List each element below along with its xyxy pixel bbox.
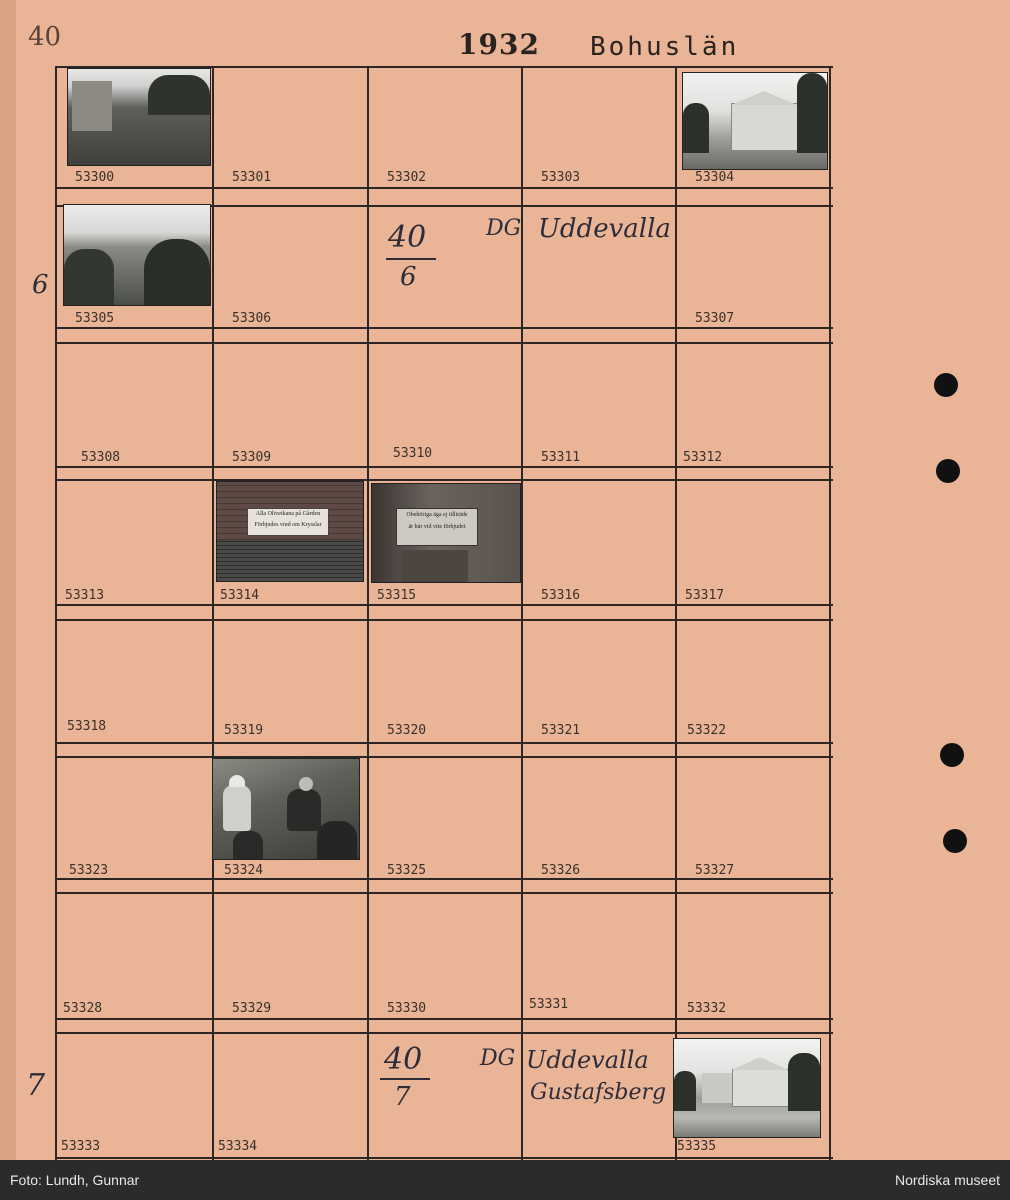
sign-text-line: Obehöriga äga ej tillträde (406, 512, 468, 518)
frame-number: 53326 (541, 863, 581, 878)
year-heading: 1932 (458, 28, 540, 61)
handwritten-row-number: 6 (32, 270, 49, 300)
sign-text-line: är här vid vite förbjudet (408, 524, 466, 530)
frame-number: 53313 (65, 588, 105, 603)
cell-53311 (523, 345, 675, 467)
frame-number: 53335 (677, 1139, 717, 1154)
binder-hole (936, 459, 960, 483)
cell-53309 (214, 345, 367, 467)
fraction-bar (380, 1078, 430, 1080)
institution-name[interactable]: Nordiska museet (894, 1172, 1000, 1188)
photo-thumbnail[interactable] (682, 72, 828, 170)
photo-thumbnail[interactable] (216, 481, 364, 582)
cell-53303 (523, 66, 675, 187)
frame-number: 53320 (387, 723, 427, 738)
cell-53323 (57, 758, 212, 880)
cell-53324 (214, 758, 367, 880)
frame-number: 53305 (75, 311, 115, 326)
cell-53325 (369, 758, 521, 880)
frame-number: 53304 (695, 170, 735, 185)
fraction-bar (386, 258, 436, 260)
grid-line (55, 742, 833, 744)
photo-thumbnail[interactable] (67, 68, 211, 166)
frame-number: 53327 (695, 863, 735, 878)
frame-number: 53317 (685, 588, 725, 603)
handwritten-row-number: 7 (26, 1068, 46, 1103)
binder-hole (940, 743, 964, 767)
frame-number: 53321 (541, 723, 581, 738)
frame-number: 53306 (232, 311, 272, 326)
cell-53304 (677, 66, 829, 187)
frame-number: 53319 (224, 723, 264, 738)
cell-53305 (57, 206, 212, 328)
frame-number: 53334 (218, 1139, 258, 1154)
cell-53326 (523, 758, 675, 880)
grid-line (829, 66, 831, 1160)
handwritten-code: DG (480, 1046, 516, 1071)
handwritten-fraction-top: 40 (388, 220, 427, 255)
grid-line (55, 342, 833, 344)
cell-53329 (214, 894, 367, 1018)
photo-thumbnail[interactable] (63, 204, 211, 306)
cell-53319 (214, 620, 367, 740)
cell-53306 (214, 206, 367, 328)
cell-53331 (523, 894, 675, 1018)
frame-number: 53302 (387, 170, 427, 185)
handwritten-place: Uddevalla (538, 214, 671, 244)
cell-53334 (214, 1034, 367, 1156)
frame-number: 53312 (683, 450, 723, 465)
photo-credit: Foto: Lundh, Gunnar (10, 1172, 140, 1188)
handwritten-fraction-bottom: 7 (394, 1082, 411, 1112)
frame-number: 53300 (75, 170, 115, 185)
photo-thumbnail[interactable] (371, 483, 521, 583)
frame-number: 53301 (232, 170, 272, 185)
frame-number: 53331 (529, 997, 569, 1012)
frame-number: 53325 (387, 863, 427, 878)
frame-number: 53307 (695, 311, 735, 326)
cell-53317 (677, 481, 829, 605)
card-edge (0, 0, 16, 1160)
binder-hole (943, 829, 967, 853)
cell-53308 (57, 345, 212, 467)
frame-number: 53324 (224, 863, 264, 878)
cell-53318 (57, 620, 212, 740)
page-number: 40 (28, 22, 62, 52)
frame-number: 53328 (63, 1001, 103, 1016)
grid-line (55, 1018, 833, 1020)
frame-number: 53316 (541, 588, 581, 603)
cell-53330 (369, 894, 521, 1018)
frame-number: 53330 (387, 1001, 427, 1016)
cell-53314 (214, 481, 367, 605)
region-heading: Bohuslän (590, 32, 740, 62)
sign-text-line: Förbjudes vind om Krysslar (254, 522, 322, 528)
cell-53335 (677, 1034, 829, 1156)
cell-53315 (369, 481, 521, 605)
handwritten-code: DG (486, 216, 522, 241)
handwritten-place: Uddevalla (526, 1046, 649, 1074)
cell-53302 (369, 66, 521, 187)
cell-53321 (523, 620, 675, 740)
footer-bar (0, 1160, 1010, 1200)
handwritten-fraction-bottom: 6 (400, 262, 417, 292)
frame-number: 53310 (393, 446, 433, 461)
sign-text-line: Alla Olivetkana på Gården (255, 511, 321, 517)
cell-53316 (523, 481, 675, 605)
frame-number: 53333 (61, 1139, 101, 1154)
cell-53300 (57, 66, 212, 187)
cell-53320 (369, 620, 521, 740)
cell-53332 (677, 894, 829, 1018)
cell-53301 (214, 66, 367, 187)
grid-line (55, 1157, 833, 1159)
frame-number: 53311 (541, 450, 581, 465)
cell-53307 (677, 206, 829, 328)
grid-line (55, 187, 833, 189)
cell-53322 (677, 620, 829, 740)
cell-53313 (57, 481, 212, 605)
frame-number: 53329 (232, 1001, 272, 1016)
frame-number: 53332 (687, 1001, 727, 1016)
binder-hole (934, 373, 958, 397)
frame-number: 53315 (377, 588, 417, 603)
photo-thumbnail[interactable] (212, 758, 360, 860)
cell-53312 (677, 345, 829, 467)
frame-number: 53303 (541, 170, 581, 185)
photo-thumbnail[interactable] (673, 1038, 821, 1138)
handwritten-subplace: Gustafsberg (530, 1080, 667, 1105)
cell-53333 (57, 1034, 212, 1156)
cell-53327 (677, 758, 829, 880)
frame-number: 53322 (687, 723, 727, 738)
cell-53310 (369, 345, 521, 467)
frame-number: 53309 (232, 450, 272, 465)
frame-number: 53318 (67, 719, 107, 734)
handwritten-fraction-top: 40 (384, 1042, 423, 1077)
frame-number: 53323 (69, 863, 109, 878)
cell-53328 (57, 894, 212, 1018)
frame-number: 53314 (220, 588, 260, 603)
frame-number: 53308 (81, 450, 121, 465)
